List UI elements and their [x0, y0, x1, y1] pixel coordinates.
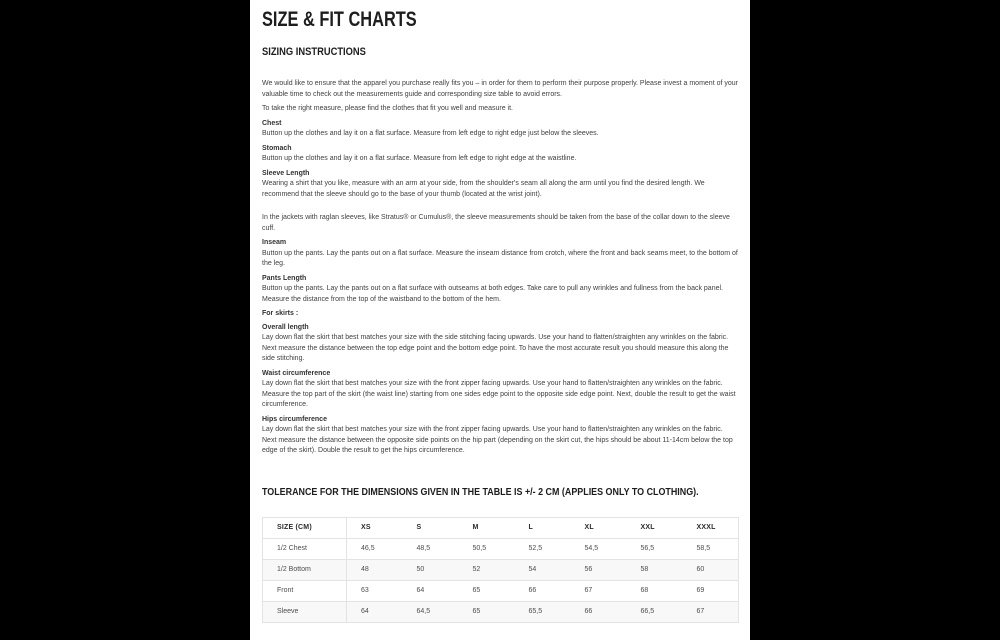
measure-row-label: 1/2 Bottom: [263, 559, 347, 580]
size-value: 52,5: [528, 545, 543, 552]
measure-label: For skirts :: [262, 310, 299, 317]
size-column-header: XS: [361, 524, 371, 531]
measure-label: Chest: [262, 119, 282, 127]
size-column-header: M: [472, 524, 479, 531]
measure-label: Hips circumference: [262, 415, 327, 423]
table-row: [263, 538, 739, 559]
measure-description: Lay down flat the skirt that best matches your size with the side stitching facing upwards. Use your hand to flatten/straighten any wrinkles on the fabric. Next measure the distance between the top edge point and the bottom edge point. To have the most accurate result you should measure this along the side stitching.: [262, 334, 729, 362]
size-value: 65: [472, 587, 481, 594]
tolerance-note: TOLERANCE FOR THE DIMENSIONS GIVEN IN THE TABLE IS +/- 2 CM (APPLIES ONLY TO CLOTHING).: [262, 485, 699, 498]
measure-row-label: 1/2 Chest: [263, 538, 347, 559]
measure-label: Pants Length: [262, 274, 307, 282]
intro: [262, 79, 738, 115]
measure-row-label: Front: [263, 580, 347, 601]
size-value: 64: [361, 608, 369, 615]
measure-label: Waist circumference: [262, 369, 331, 377]
measure-description: Lay down flat the skirt that best matches your size with the front zipper facing upwards. Use your hand to flatten/straighten any wrinkles on the fabric. Next measure the distance between the opposite side points on the hip part (depending on the skirt cut, the hips should be about 11-14cm below the top edge of the skirt). Double the result to get the hips circumference.: [262, 426, 733, 454]
size-table-body: [263, 538, 739, 622]
size-value: 56: [584, 566, 593, 573]
size-value: 58,5: [696, 545, 711, 552]
size-value: 66,5: [640, 608, 655, 615]
size-value: 63: [361, 587, 369, 594]
size-value: 56,5: [640, 545, 655, 552]
intro-paragraph-1: We would like to ensure that the apparel you purchase really fits you – in order for them to perform their purpose properly. Please invest a moment of your valuable time to check out the measurements guide and corresponding size table to avoid errors.: [262, 80, 738, 98]
measure-description: Button up the pants. Lay the pants out on a flat surface. Measure the inseam distance from crotch, where the front and back seams meet, to the bottom of the leg.: [262, 249, 738, 267]
size-value: 60: [696, 566, 705, 573]
size-value: 67: [584, 587, 593, 594]
page-title: SIZE & FIT CHARTS: [262, 8, 417, 31]
size-value: 68: [640, 587, 649, 594]
measurement-guide: [262, 119, 738, 457]
size-table: [262, 517, 739, 623]
measure-label: Stomach: [262, 144, 292, 152]
size-column-header: S: [416, 524, 422, 531]
size-value: 65,5: [528, 608, 543, 615]
measure-description: Button up the clothes and lay it on a flat surface. Measure from left edge to right edge just below the sleeves.: [262, 130, 599, 137]
size-value: 67: [696, 608, 705, 615]
measure-label: Sleeve Length: [262, 169, 310, 177]
size-column-header: XXL: [640, 524, 655, 531]
table-row: [263, 559, 739, 580]
size-value: 58: [640, 566, 649, 573]
measure-description: Button up the pants. Lay the pants out on a flat surface with outseams at both edges. Take care to pull any wrinkles and fullness from the back panel. Measure the distance from the top of the waistband to the bottom of the hem.: [262, 285, 723, 303]
right-dark-panel: [750, 0, 1000, 640]
size-value: 65: [472, 608, 481, 615]
size-table-header-row: [263, 517, 739, 538]
size-value: 46,5: [361, 545, 375, 552]
measure-description: Button up the clothes and lay it on a flat surface. Measure from left edge to right edge at the waistline.: [262, 155, 577, 162]
size-value: 64,5: [416, 608, 431, 615]
table-row: [263, 601, 739, 622]
table-row: [263, 580, 739, 601]
size-value: 48,5: [416, 545, 431, 552]
size-value: 66: [528, 587, 537, 594]
size-value: 50: [416, 566, 425, 573]
size-value: 54: [528, 566, 537, 573]
intro-paragraph-2: To take the right measure, please find the clothes that fit you well and measure it.: [262, 105, 513, 112]
size-column-header: XL: [584, 524, 594, 531]
content-area: [250, 0, 750, 640]
size-value: 54,5: [584, 545, 599, 552]
size-value: 52: [472, 566, 481, 573]
measure-label: Inseam: [262, 239, 287, 246]
measure-description: In the jackets with raglan sleeves, like Stratus® or Cumulus®, the sleeve measurements should be taken from the base of the collar down to the sleeve cuff.: [262, 214, 730, 232]
size-table-head: [263, 517, 739, 538]
size-column-header: XXXL: [696, 524, 716, 531]
size-value: 50,5: [472, 545, 487, 552]
measure-description: Wearing a shirt that you like, measure with an arm at your side, from the shoulder's seam all along the arm until you find the desired length. We recommend that the sleeve should go to the base of your thumb (located at the wrist joint).: [262, 180, 705, 198]
size-column-header: L: [528, 524, 533, 531]
measure-row-label: Sleeve: [263, 601, 347, 622]
left-dark-panel: [0, 0, 250, 640]
size-value: 66: [584, 608, 593, 615]
size-value: 48: [361, 566, 369, 573]
measure-label: Overall length: [262, 323, 309, 331]
size-value: 64: [416, 587, 425, 594]
sizing-instructions-heading: SIZING INSTRUCTIONS: [262, 46, 366, 58]
size-column-header: SIZE (CM): [263, 517, 347, 538]
measure-description: Lay down flat the skirt that best matches your size with the front zipper facing upwards. Use your hand to flatten/straighten any wrinkles on the fabric. Measure the top part of the skirt (the waist line) starting from one sides edge point to the opposite side edge point. Next, double the result to get the waist circumference.: [262, 380, 736, 408]
size-value: 69: [696, 587, 705, 594]
